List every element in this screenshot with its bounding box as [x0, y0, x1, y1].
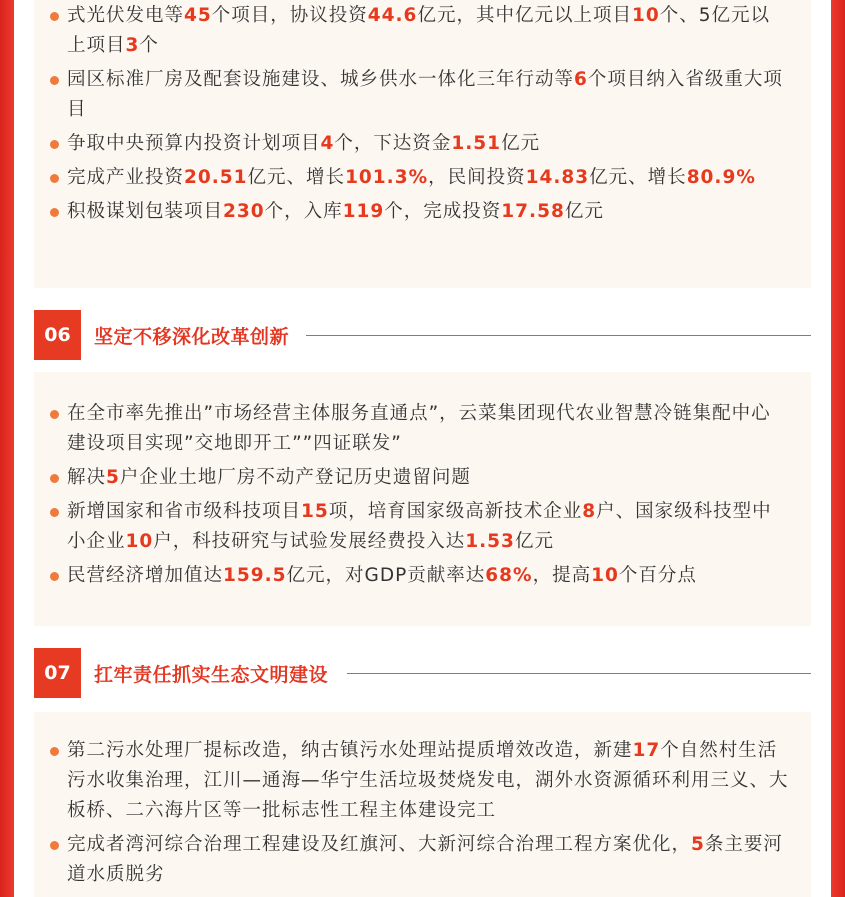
- highlight-number: 119: [342, 201, 385, 222]
- text-segment: 个自然村生活污水收集治理，江川—通海—华宁生活垃圾焚烧发电，湖外水资源循环利用三义、大板桥、二六海片区等一批标志性工程主体建设完工: [67, 740, 789, 821]
- text-segment: 亿元、增长: [589, 167, 687, 188]
- text-segment: 户企业土地厂房不动产登记历史遗留问题: [119, 467, 471, 488]
- highlight-number: 68%: [485, 565, 533, 586]
- bullet-dot-icon: [50, 474, 59, 483]
- highlight-number: 45: [184, 5, 212, 26]
- text-segment: ，提高: [532, 565, 592, 586]
- highlight-number: 44.6: [367, 5, 418, 26]
- highlight-number: 10: [125, 531, 154, 552]
- highlight-number: 8: [582, 501, 597, 522]
- highlight-number: 5: [106, 467, 120, 488]
- highlight-number: 159.5: [223, 565, 287, 586]
- text-segment: 个项目纳入省级重大项目: [67, 69, 783, 120]
- bullet-dot-icon: [50, 572, 59, 581]
- list-item: [50, 197, 789, 227]
- section-header-07: [34, 648, 811, 698]
- bullet-dot-icon: [50, 12, 59, 21]
- text-segment: 积极谋划包装项目: [67, 201, 224, 222]
- right-red-border: [831, 0, 845, 897]
- list-item: [50, 163, 789, 193]
- highlight-number: 80.9%: [686, 167, 756, 188]
- highlight-number: 14.83: [525, 167, 590, 188]
- bullet-dot-icon: [50, 140, 59, 149]
- bullet-dot-icon: [50, 747, 59, 756]
- highlight-number: 5: [691, 834, 705, 855]
- left-red-border: [0, 0, 14, 897]
- text-segment: 亿元: [564, 201, 604, 222]
- text-segment: 亿元，对GDP贡献率达: [286, 565, 486, 586]
- text-segment: 亿元: [514, 531, 554, 552]
- highlight-number: 6: [574, 69, 588, 90]
- list-item: [50, 830, 789, 890]
- text-segment: 个，下达资金: [334, 133, 452, 154]
- text-segment: 个，入库: [264, 201, 343, 222]
- list-item: [50, 1, 789, 61]
- text-segment: 完成产业投资: [67, 167, 185, 188]
- highlight-number: 1.51: [451, 133, 502, 154]
- highlight-number: 101.3%: [345, 167, 429, 188]
- highlight-number: 10: [591, 565, 619, 586]
- highlight-number: 17.58: [501, 201, 565, 222]
- text-segment: 完成者湾河综合治理工程建设及红旗河、大新河综合治理工程方案优化，: [67, 834, 692, 855]
- bullet-dot-icon: [50, 410, 59, 419]
- highlight-number: 10: [631, 5, 660, 26]
- text-segment: 第二污水处理厂提标改造，纳古镇污水处理站提质增效改造，新建: [67, 740, 633, 761]
- text-segment: 园区标准厂房及配套设施建设、城乡供水一体化三年行动等: [67, 69, 575, 90]
- highlight-number: 15: [301, 501, 329, 522]
- section-number-badge: 06: [34, 310, 81, 360]
- highlight-number: 4: [320, 133, 335, 154]
- content-card-investment: [34, 0, 811, 288]
- list-item: [50, 736, 789, 826]
- highlight-number: 3: [125, 35, 140, 56]
- bullet-dot-icon: [50, 174, 59, 183]
- highlight-number: 230: [223, 201, 265, 222]
- text-segment: 项，培育国家级高新技术企业: [328, 501, 583, 522]
- bullet-list: [50, 736, 789, 890]
- text-segment: 争取中央预算内投资计划项目: [67, 133, 321, 154]
- bullet-list: [50, 399, 789, 591]
- section-title: 扛牢责任抓实生态文明建设: [94, 664, 329, 686]
- text-segment: 民营经济增加值达: [67, 565, 224, 586]
- text-segment: 在全市率先推出”市场经营主体服务直通点”，云菜集团现代农业智慧冷链集配中心建设项目实现”交地即开工””四证联发”: [67, 403, 771, 454]
- text-segment: 户，科技研究与试验发展经费投入达: [153, 531, 466, 552]
- text-segment: 亿元、增长: [247, 167, 346, 188]
- list-item: [50, 65, 789, 125]
- section-divider-line: [347, 673, 811, 674]
- bullet-dot-icon: [50, 508, 59, 517]
- list-item: [50, 561, 789, 591]
- list-item: [50, 497, 789, 557]
- section-title: 坚定不移深化改革创新: [94, 326, 290, 348]
- text-segment: 解决: [67, 467, 107, 488]
- text-segment: 个、5亿元以上项目: [67, 5, 770, 56]
- text-segment: 个，完成投资: [384, 201, 502, 222]
- text-segment: 个项目，协议投资: [211, 5, 368, 26]
- highlight-number: 1.53: [465, 531, 515, 552]
- highlight-number: 17: [632, 740, 661, 761]
- text-segment: 个: [139, 35, 159, 56]
- text-segment: 亿元: [501, 133, 541, 154]
- content-card-ecology: [34, 712, 811, 897]
- text-segment: 新增国家和省市级科技项目: [67, 501, 302, 522]
- list-item: [50, 129, 789, 159]
- text-segment: 条主要河道水质脱劣: [67, 834, 783, 885]
- highlight-number: 20.51: [184, 167, 248, 188]
- list-item: [50, 463, 789, 493]
- section-header-06: [34, 310, 811, 360]
- bullet-list: [50, 1, 789, 227]
- text-segment: 亿元，其中亿元以上项目: [417, 5, 632, 26]
- section-divider-line: [306, 335, 811, 336]
- bullet-dot-icon: [50, 208, 59, 217]
- bullet-dot-icon: [50, 76, 59, 85]
- section-number-badge: 07: [34, 648, 81, 698]
- content-card-reform: [34, 372, 811, 626]
- text-segment: 户、国家级科技型中小企业: [67, 501, 772, 552]
- text-segment: 个百分点: [618, 565, 697, 586]
- list-item: [50, 399, 789, 459]
- bullet-dot-icon: [50, 841, 59, 850]
- text-segment: ，民间投资: [428, 167, 526, 188]
- text-segment: 式光伏发电等: [67, 5, 185, 26]
